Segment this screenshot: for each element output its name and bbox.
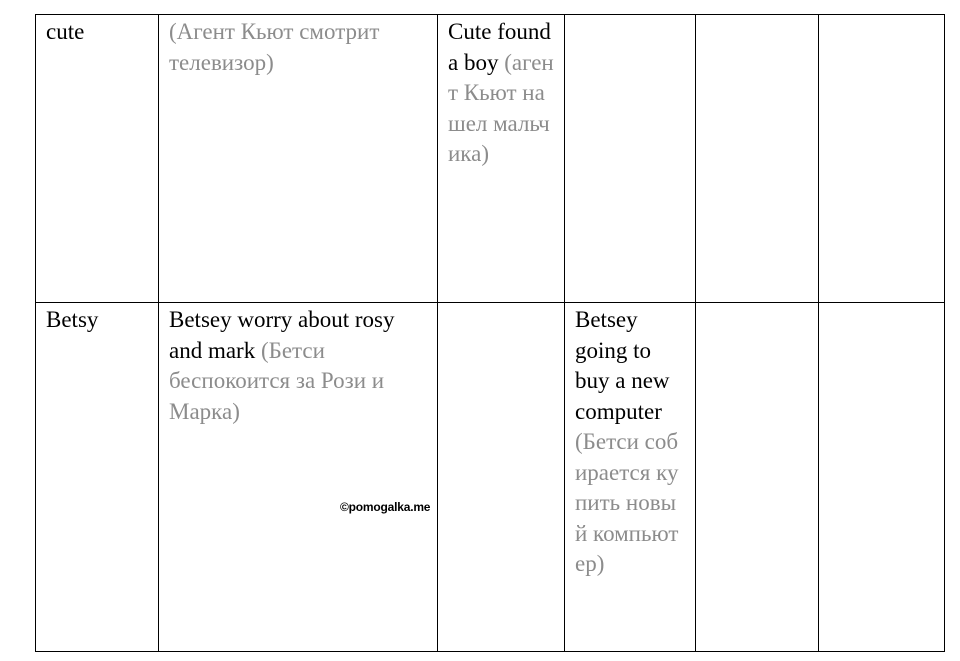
character-name: Betsy bbox=[46, 307, 99, 332]
character-name: cute bbox=[46, 19, 85, 44]
activity-translation: (Бетси собирается купить новый компьютер) bbox=[575, 429, 679, 576]
name-cell bbox=[36, 15, 159, 303]
activity-cell bbox=[159, 15, 438, 303]
activity-cell bbox=[438, 15, 565, 303]
activity-cell bbox=[438, 303, 565, 652]
character-table bbox=[35, 14, 945, 652]
empty-cell bbox=[819, 303, 945, 652]
activity-english: Betsey going to buy a new computer bbox=[575, 307, 670, 424]
activity-cell bbox=[565, 15, 696, 303]
empty-cell bbox=[696, 303, 819, 652]
activity-translation: (Бетси беспокоится за Рози и Марка) bbox=[169, 337, 385, 424]
table-row bbox=[36, 15, 945, 303]
activity-translation: (агент Кьют нашел мальчика) bbox=[448, 49, 554, 166]
activity-english: Cute found a boy bbox=[448, 19, 551, 75]
activity-english: Betsey worry about rosy and mark bbox=[169, 307, 395, 363]
activity-cell bbox=[159, 303, 438, 652]
table-row bbox=[36, 303, 945, 652]
empty-cell bbox=[819, 15, 945, 303]
activity-translation: (Агент Кьют смотрит телевизор) bbox=[169, 19, 380, 75]
activity-cell bbox=[565, 303, 696, 652]
watermark: ©pomogalka.me bbox=[340, 500, 431, 514]
empty-cell bbox=[696, 15, 819, 303]
name-cell bbox=[36, 303, 159, 652]
